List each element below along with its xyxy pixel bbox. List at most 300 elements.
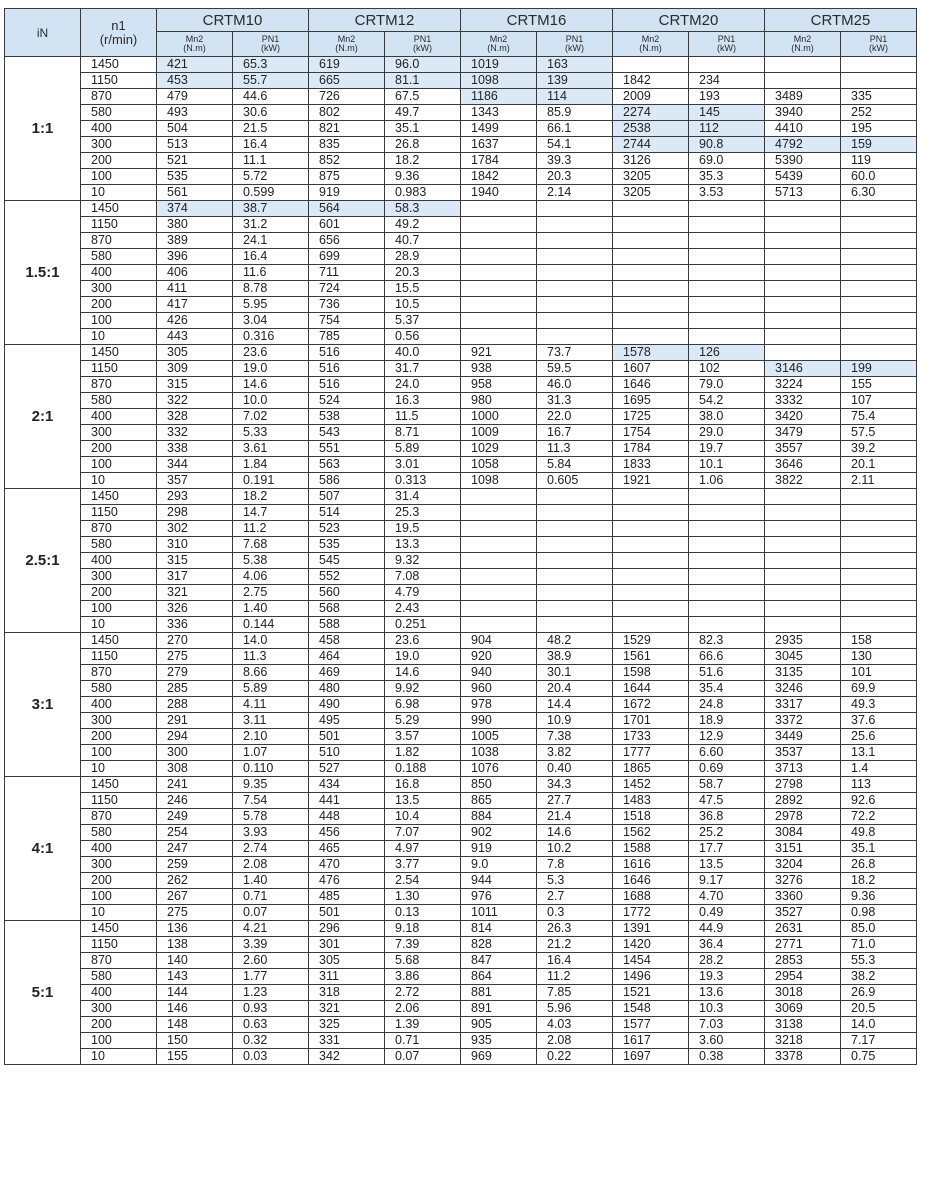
torque-cell: 291 <box>157 713 233 729</box>
power-cell: 54.1 <box>537 137 613 153</box>
power-cell: 96.0 <box>385 57 461 73</box>
power-cell: 67.5 <box>385 89 461 105</box>
table-row <box>5 985 917 1001</box>
torque-cell <box>765 249 841 265</box>
power-cell <box>689 569 765 585</box>
torque-cell: 1343 <box>461 105 537 121</box>
power-cell: 26.8 <box>841 857 917 873</box>
torque-cell <box>765 201 841 217</box>
power-cell: 11.6 <box>233 265 309 281</box>
power-cell: 60.0 <box>841 169 917 185</box>
power-cell: 11.2 <box>537 969 613 985</box>
torque-cell <box>765 217 841 233</box>
torque-cell <box>461 329 537 345</box>
torque-cell: 852 <box>309 153 385 169</box>
power-cell <box>537 569 613 585</box>
power-cell: 5.33 <box>233 425 309 441</box>
power-cell: 3.60 <box>689 1033 765 1049</box>
power-cell: 14.7 <box>233 505 309 521</box>
power-cell: 0.251 <box>385 617 461 633</box>
power-cell: 0.71 <box>385 1033 461 1049</box>
torque-cell: 3205 <box>613 185 689 201</box>
power-cell: 107 <box>841 393 917 409</box>
torque-cell <box>613 281 689 297</box>
power-cell: 0.188 <box>385 761 461 777</box>
torque-cell: 802 <box>309 105 385 121</box>
power-cell: 20.1 <box>841 457 917 473</box>
power-cell: 31.3 <box>537 393 613 409</box>
power-cell: 3.39 <box>233 937 309 953</box>
speed-cell: 300 <box>81 137 157 153</box>
table-row <box>5 425 917 441</box>
torque-cell: 1725 <box>613 409 689 425</box>
torque-cell: 301 <box>309 937 385 953</box>
torque-cell: 1019 <box>461 57 537 73</box>
torque-cell: 254 <box>157 825 233 841</box>
power-cell: 5.38 <box>233 553 309 569</box>
power-cell: 1.39 <box>385 1017 461 1033</box>
power-cell: 0.32 <box>233 1033 309 1049</box>
speed-header-unit: (r/min) <box>99 31 138 47</box>
power-cell: 2.75 <box>233 585 309 601</box>
power-cell <box>537 537 613 553</box>
torque-cell: 921 <box>461 345 537 361</box>
torque-cell: 545 <box>309 553 385 569</box>
speed-cell: 200 <box>81 873 157 889</box>
torque-cell: 322 <box>157 393 233 409</box>
table-row <box>5 393 917 409</box>
power-cell: 158 <box>841 633 917 649</box>
power-cell: 65.3 <box>233 57 309 73</box>
power-cell <box>841 617 917 633</box>
torque-cell: 835 <box>309 137 385 153</box>
power-cell: 20.3 <box>385 265 461 281</box>
ratio-cell: 2:1 <box>5 345 81 489</box>
torque-cell: 875 <box>309 169 385 185</box>
speed-cell: 580 <box>81 537 157 553</box>
torque-cell: 711 <box>309 265 385 281</box>
table-row <box>5 633 917 649</box>
power-cell: 7.8 <box>537 857 613 873</box>
power-cell: 27.7 <box>537 793 613 809</box>
power-cell: 11.3 <box>233 649 309 665</box>
speed-header-label: n1 <box>111 17 126 33</box>
ratio-cell: 4:1 <box>5 777 81 921</box>
power-cell: 31.2 <box>233 217 309 233</box>
speed-cell: 870 <box>81 377 157 393</box>
torque-cell: 3449 <box>765 729 841 745</box>
speed-cell: 1450 <box>81 777 157 793</box>
power-cell: 1.07 <box>233 745 309 761</box>
torque-cell: 458 <box>309 633 385 649</box>
torque-cell <box>765 521 841 537</box>
torque-cell <box>461 313 537 329</box>
torque-cell: 3205 <box>613 169 689 185</box>
power-cell: 2.10 <box>233 729 309 745</box>
table-row <box>5 969 917 985</box>
power-cell: 36.4 <box>689 937 765 953</box>
table-row <box>5 105 917 121</box>
power-cell: 40.0 <box>385 345 461 361</box>
power-cell: 38.9 <box>537 649 613 665</box>
power-cell: 40.7 <box>385 233 461 249</box>
torque-cell <box>461 233 537 249</box>
torque-cell: 1644 <box>613 681 689 697</box>
torque-cell: 1186 <box>461 89 537 105</box>
torque-cell: 315 <box>157 553 233 569</box>
torque-cell: 1578 <box>613 345 689 361</box>
power-cell <box>841 249 917 265</box>
power-cell: 13.3 <box>385 537 461 553</box>
torque-cell <box>461 521 537 537</box>
power-cell: 2.43 <box>385 601 461 617</box>
model-header: CRTM10 <box>157 9 309 32</box>
torque-cell <box>613 329 689 345</box>
power-cell <box>841 601 917 617</box>
torque-cell: 342 <box>309 1049 385 1065</box>
torque-cell: 884 <box>461 809 537 825</box>
torque-cell: 1617 <box>613 1033 689 1049</box>
torque-cell: 514 <box>309 505 385 521</box>
torque-cell <box>461 217 537 233</box>
power-cell: 16.8 <box>385 777 461 793</box>
power-cell: 23.6 <box>385 633 461 649</box>
speed-cell: 870 <box>81 953 157 969</box>
speed-cell: 580 <box>81 825 157 841</box>
torque-cell: 516 <box>309 345 385 361</box>
torque-cell: 3713 <box>765 761 841 777</box>
speed-cell: 200 <box>81 441 157 457</box>
torque-cell: 510 <box>309 745 385 761</box>
table-row <box>5 217 917 233</box>
torque-cell: 302 <box>157 521 233 537</box>
speed-cell: 10 <box>81 761 157 777</box>
power-cell: 5.89 <box>233 681 309 697</box>
torque-cell: 5439 <box>765 169 841 185</box>
speed-cell: 10 <box>81 617 157 633</box>
power-cell: 49.3 <box>841 697 917 713</box>
power-cell: 6.30 <box>841 185 917 201</box>
torque-cell <box>765 617 841 633</box>
torque-subheader-unit: (N.m) <box>487 43 510 53</box>
power-cell: 0.56 <box>385 329 461 345</box>
power-cell <box>841 73 917 89</box>
power-cell: 26.9 <box>841 985 917 1001</box>
power-cell: 5.29 <box>385 713 461 729</box>
torque-cell: 332 <box>157 425 233 441</box>
power-cell: 29.0 <box>689 425 765 441</box>
power-cell: 31.7 <box>385 361 461 377</box>
torque-cell: 976 <box>461 889 537 905</box>
power-cell: 0.3 <box>537 905 613 921</box>
power-cell: 66.1 <box>537 121 613 137</box>
torque-cell: 3246 <box>765 681 841 697</box>
power-cell: 1.82 <box>385 745 461 761</box>
power-cell: 0.71 <box>233 889 309 905</box>
power-cell: 2.11 <box>841 473 917 489</box>
table-row <box>5 809 917 825</box>
speed-cell: 10 <box>81 329 157 345</box>
power-cell: 36.8 <box>689 809 765 825</box>
torque-cell: 535 <box>157 169 233 185</box>
torque-cell: 1496 <box>613 969 689 985</box>
power-cell: 0.983 <box>385 185 461 201</box>
power-cell: 24.0 <box>385 377 461 393</box>
torque-cell: 267 <box>157 889 233 905</box>
speed-cell: 1150 <box>81 73 157 89</box>
power-subheader-unit: (kW) <box>869 43 888 53</box>
power-cell: 5.96 <box>537 1001 613 1017</box>
torque-cell: 305 <box>309 953 385 969</box>
table-row <box>5 761 917 777</box>
power-subheader-unit: (kW) <box>261 43 280 53</box>
speed-cell: 580 <box>81 105 157 121</box>
speed-cell: 1150 <box>81 649 157 665</box>
torque-cell <box>765 585 841 601</box>
torque-cell <box>765 537 841 553</box>
power-cell: 11.5 <box>385 409 461 425</box>
power-cell: 14.6 <box>537 825 613 841</box>
torque-cell: 586 <box>309 473 385 489</box>
model-header: CRTM16 <box>461 9 613 32</box>
torque-cell <box>613 505 689 521</box>
torque-cell: 935 <box>461 1033 537 1049</box>
power-subheader <box>385 32 461 57</box>
torque-cell: 563 <box>309 457 385 473</box>
torque-cell: 1452 <box>613 777 689 793</box>
torque-cell: 1646 <box>613 377 689 393</box>
torque-subheader-label: Mn2 <box>185 34 204 44</box>
torque-cell: 1637 <box>461 137 537 153</box>
torque-cell: 311 <box>309 969 385 985</box>
power-cell: 3.01 <box>385 457 461 473</box>
torque-cell: 3317 <box>765 697 841 713</box>
power-cell: 9.18 <box>385 921 461 937</box>
torque-cell: 960 <box>461 681 537 697</box>
power-subheader-label: PN1 <box>261 34 280 44</box>
torque-cell: 1842 <box>461 169 537 185</box>
power-cell: 19.0 <box>385 649 461 665</box>
torque-cell <box>613 601 689 617</box>
power-cell <box>537 233 613 249</box>
power-cell: 7.03 <box>689 1017 765 1033</box>
table-row <box>5 841 917 857</box>
power-cell: 59.5 <box>537 361 613 377</box>
ratio-header <box>5 9 81 57</box>
speed-cell: 1150 <box>81 505 157 521</box>
power-cell: 35.1 <box>841 841 917 857</box>
table-row <box>5 281 917 297</box>
torque-cell: 501 <box>309 729 385 745</box>
torque-cell <box>765 297 841 313</box>
torque-cell <box>461 585 537 601</box>
power-cell: 16.4 <box>233 137 309 153</box>
speed-cell: 300 <box>81 713 157 729</box>
torque-cell: 1483 <box>613 793 689 809</box>
torque-cell: 1529 <box>613 633 689 649</box>
torque-cell: 465 <box>309 841 385 857</box>
torque-cell <box>461 617 537 633</box>
torque-cell: 1011 <box>461 905 537 921</box>
torque-cell: 493 <box>157 105 233 121</box>
power-cell <box>537 585 613 601</box>
power-cell: 17.7 <box>689 841 765 857</box>
power-cell: 4.11 <box>233 697 309 713</box>
speed-cell: 870 <box>81 665 157 681</box>
torque-cell: 958 <box>461 377 537 393</box>
power-cell: 2.14 <box>537 185 613 201</box>
table-row <box>5 681 917 697</box>
torque-cell: 1499 <box>461 121 537 137</box>
table-row <box>5 297 917 313</box>
power-cell: 9.92 <box>385 681 461 697</box>
power-cell: 0.22 <box>537 1049 613 1065</box>
power-cell: 159 <box>841 137 917 153</box>
table-row <box>5 457 917 473</box>
power-cell <box>537 249 613 265</box>
power-cell: 1.06 <box>689 473 765 489</box>
torque-cell: 902 <box>461 825 537 841</box>
speed-cell: 1150 <box>81 937 157 953</box>
power-cell: 72.2 <box>841 809 917 825</box>
torque-cell: 535 <box>309 537 385 553</box>
torque-cell: 980 <box>461 393 537 409</box>
torque-cell: 814 <box>461 921 537 937</box>
torque-cell <box>613 489 689 505</box>
torque-cell: 298 <box>157 505 233 521</box>
power-cell: 7.07 <box>385 825 461 841</box>
power-cell <box>689 297 765 313</box>
torque-cell: 865 <box>461 793 537 809</box>
torque-cell: 3489 <box>765 89 841 105</box>
power-cell: 4.03 <box>537 1017 613 1033</box>
torque-cell: 2538 <box>613 121 689 137</box>
torque-cell: 417 <box>157 297 233 313</box>
torque-cell: 904 <box>461 633 537 649</box>
speed-cell: 400 <box>81 121 157 137</box>
power-cell <box>689 489 765 505</box>
power-cell: 9.36 <box>385 169 461 185</box>
torque-cell: 279 <box>157 665 233 681</box>
power-cell: 14.0 <box>841 1017 917 1033</box>
torque-cell: 344 <box>157 457 233 473</box>
power-cell: 5.3 <box>537 873 613 889</box>
torque-cell: 2631 <box>765 921 841 937</box>
torque-cell: 1701 <box>613 713 689 729</box>
torque-cell: 1754 <box>613 425 689 441</box>
torque-cell: 1098 <box>461 73 537 89</box>
power-cell: 3.53 <box>689 185 765 201</box>
torque-cell: 990 <box>461 713 537 729</box>
performance-table <box>4 8 917 1065</box>
torque-cell: 3045 <box>765 649 841 665</box>
power-cell: 0.49 <box>689 905 765 921</box>
power-cell: 16.4 <box>537 953 613 969</box>
speed-cell: 300 <box>81 569 157 585</box>
power-cell: 0.110 <box>233 761 309 777</box>
table-row <box>5 329 917 345</box>
table-row <box>5 249 917 265</box>
power-cell <box>841 217 917 233</box>
power-cell: 35.3 <box>689 169 765 185</box>
power-cell: 8.71 <box>385 425 461 441</box>
torque-cell: 150 <box>157 1033 233 1049</box>
torque-cell: 374 <box>157 201 233 217</box>
torque-cell: 453 <box>157 73 233 89</box>
power-cell: 55.7 <box>233 73 309 89</box>
torque-subheader <box>765 32 841 57</box>
power-cell: 54.2 <box>689 393 765 409</box>
torque-cell: 336 <box>157 617 233 633</box>
speed-cell: 1450 <box>81 201 157 217</box>
power-cell <box>841 57 917 73</box>
table-row <box>5 473 917 489</box>
torque-cell: 754 <box>309 313 385 329</box>
torque-cell: 1784 <box>461 153 537 169</box>
power-cell <box>537 329 613 345</box>
table-row <box>5 777 917 793</box>
torque-cell: 325 <box>309 1017 385 1033</box>
torque-subheader-unit: (N.m) <box>639 43 662 53</box>
torque-subheader <box>613 32 689 57</box>
torque-cell: 2744 <box>613 137 689 153</box>
torque-subheader-unit: (N.m) <box>791 43 814 53</box>
torque-cell: 561 <box>157 185 233 201</box>
torque-cell <box>461 601 537 617</box>
speed-cell: 870 <box>81 521 157 537</box>
torque-cell: 538 <box>309 409 385 425</box>
power-cell: 34.3 <box>537 777 613 793</box>
power-cell: 3.93 <box>233 825 309 841</box>
power-cell: 44.9 <box>689 921 765 937</box>
torque-cell: 146 <box>157 1001 233 1017</box>
table-row <box>5 169 917 185</box>
power-cell: 19.0 <box>233 361 309 377</box>
power-cell: 46.0 <box>537 377 613 393</box>
power-subheader-label: PN1 <box>565 34 584 44</box>
torque-cell: 469 <box>309 665 385 681</box>
power-cell: 20.3 <box>537 169 613 185</box>
torque-cell: 270 <box>157 633 233 649</box>
table-row <box>5 905 917 921</box>
power-cell: 7.85 <box>537 985 613 1001</box>
power-cell: 163 <box>537 57 613 73</box>
power-cell: 155 <box>841 377 917 393</box>
torque-cell: 3276 <box>765 873 841 889</box>
table-row <box>5 1017 917 1033</box>
torque-cell: 524 <box>309 393 385 409</box>
torque-cell: 317 <box>157 569 233 585</box>
power-subheader <box>841 32 917 57</box>
torque-cell <box>461 553 537 569</box>
torque-cell: 726 <box>309 89 385 105</box>
power-cell: 0.144 <box>233 617 309 633</box>
torque-cell: 2274 <box>613 105 689 121</box>
torque-cell: 665 <box>309 73 385 89</box>
torque-cell: 1000 <box>461 409 537 425</box>
power-cell: 25.2 <box>689 825 765 841</box>
speed-cell: 1150 <box>81 793 157 809</box>
table-row <box>5 825 917 841</box>
power-cell: 10.9 <box>537 713 613 729</box>
power-cell: 81.1 <box>385 73 461 89</box>
power-cell <box>689 601 765 617</box>
table-row <box>5 921 917 937</box>
torque-cell: 3218 <box>765 1033 841 1049</box>
torque-cell: 3378 <box>765 1049 841 1065</box>
torque-cell: 564 <box>309 201 385 217</box>
power-cell <box>537 553 613 569</box>
